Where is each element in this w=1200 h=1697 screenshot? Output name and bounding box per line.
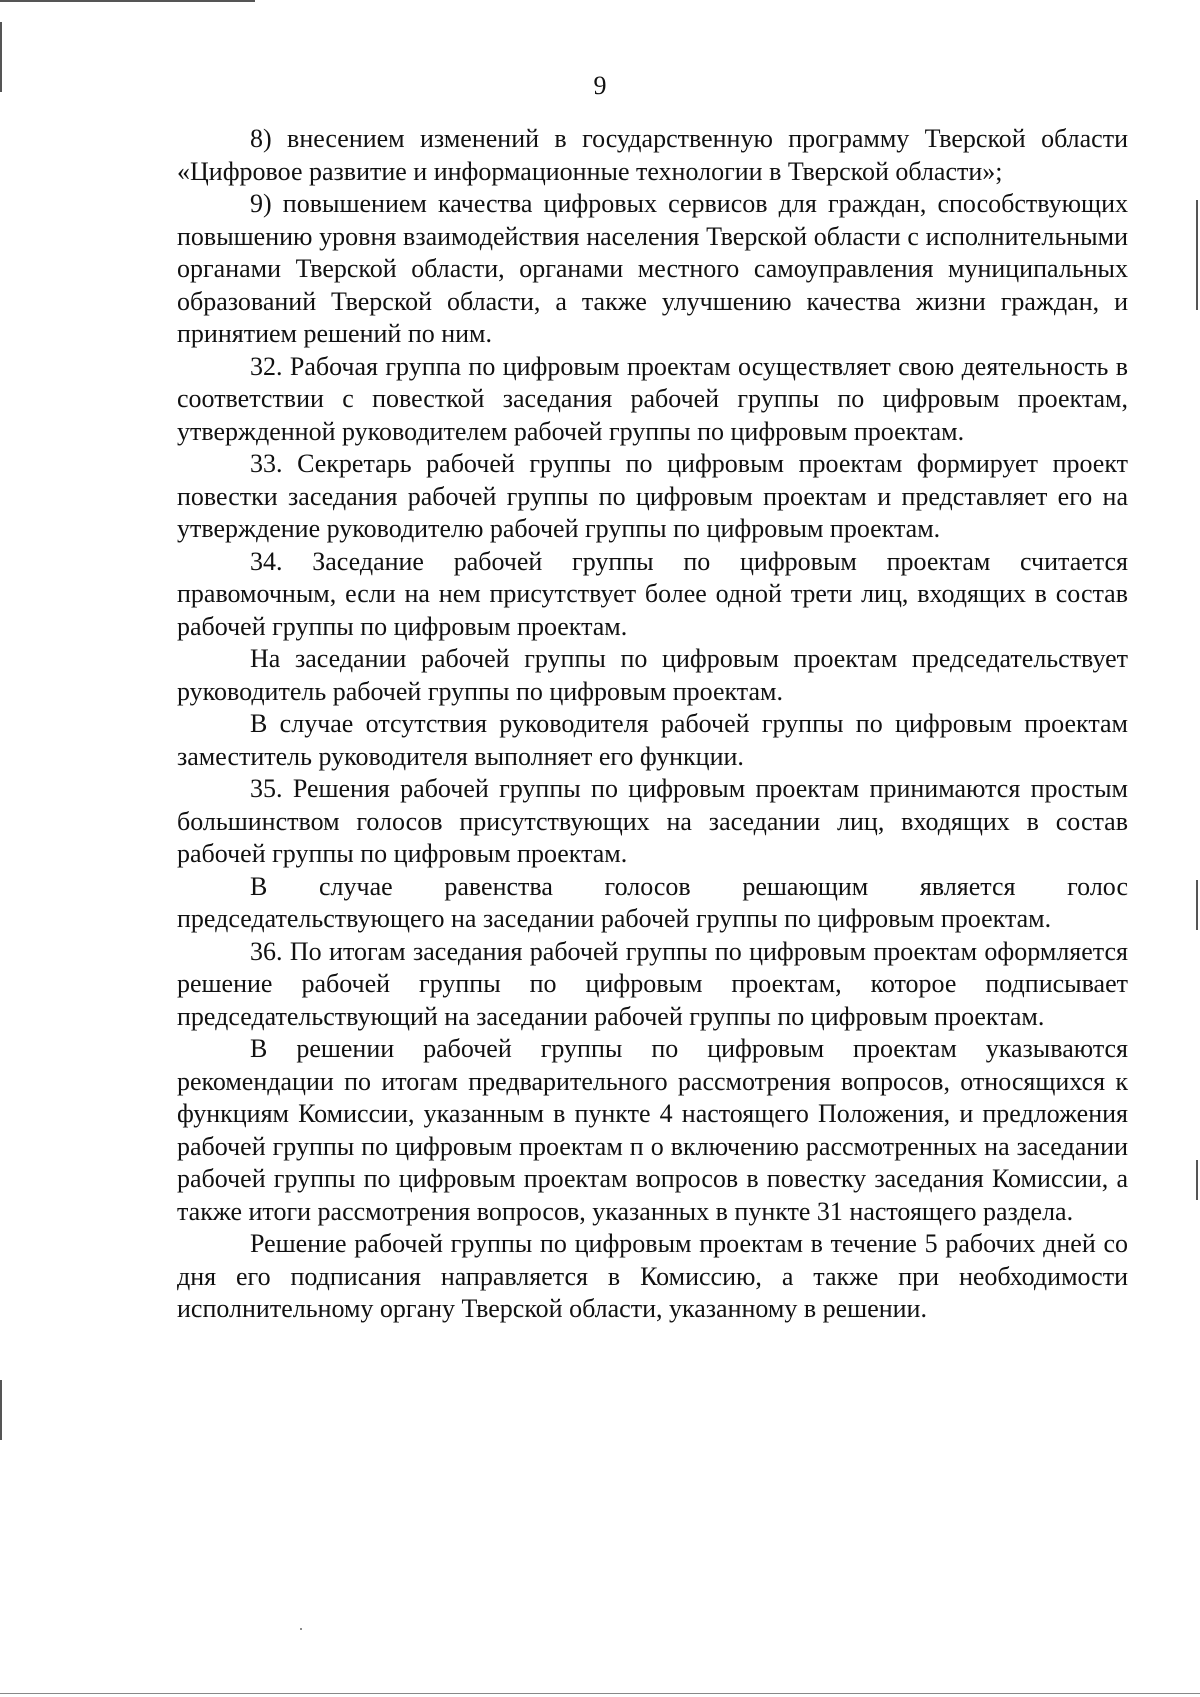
paragraph-clause-36-decision-content: В решении рабочей группы по цифровым проектам указываются рекомендации по итогам предварительного рассмотрения вопросов, относящихся к функциям Комиссии, указанным в пункте 4 настоящего Положения, и предложения рабочей группы по цифровым проектам п о включению рассмотренных на заседании рабочей группы по цифровым проектам вопросов в повестку заседания Комиссии, а также итоги рассмотрения вопросов, указанных в пункте 31 настоящего раздела.: [177, 1034, 1128, 1226]
document-body: [177, 123, 1128, 1326]
paragraph-clause-32: 32. Рабочая группа по цифровым проектам осуществляет свою деятельность в соответствии с повесткой заседания рабочей группы по цифровым проектам, утвержденной руководителем рабочей группы по цифровым проектам.: [177, 351, 1128, 446]
paragraph-clause-35-tie: В случае равенства голосов решающим является голос председательствующего на заседании рабочей группы по цифровым проектам.: [177, 871, 1128, 933]
scan-edge-mark: [1196, 200, 1198, 310]
scan-edge-mark: [1196, 880, 1198, 930]
scan-edge-mark: [0, 1380, 2, 1440]
paragraph-clause-36-decision-delivery: Решение рабочей группы по цифровым проектам в течение 5 рабочих дней со дня его подписания направляется в Комиссию, а также при необходимости исполнительному органу Тверской области, указанному в решении.: [177, 1229, 1128, 1323]
paragraph-clause-34-chairing: На заседании рабочей группы по цифровым проектам председательствует руководитель рабочей группы по цифровым проектам.: [177, 644, 1128, 706]
paragraph-clause-36: 36. По итогам заседания рабочей группы по цифровым проектам оформляется решение рабочей группы по цифровым проектам, которое подписывает председательствующий на заседании рабочей группы по цифровым проектам.: [177, 936, 1128, 1031]
paragraph-clause-33: 33. Секретарь рабочей группы по цифровым проектам формирует проект повестки заседания рабочей группы по цифровым проектам и представляет его на утверждение руководителю рабочей группы по цифровым проектам.: [177, 449, 1128, 543]
page-number-text: 9: [593, 71, 607, 100]
scan-edge-mark: [0, 0, 255, 2]
paragraph-clause-35: 35. Решения рабочей группы по цифровым проектам принимаются простым большинством голосов присутствующих на заседании лиц, входящих в состав рабочей группы по цифровым проектам.: [177, 774, 1128, 868]
scan-speck: [300, 1628, 302, 1630]
paragraph-item-9: 9) повышением качества цифровых сервисов для граждан, способствующих повышению уровня взаимодействия населения Тверской области с исполнительными органами Тверской области, органами местного самоуправления муниципальных образований Тверской области, а также улучшению качества жизни граждан, и принятием решений по ним.: [177, 189, 1128, 348]
scan-edge-mark: [1196, 1160, 1198, 1200]
paragraph-item-8: 8) внесением изменений в государственную программу Тверской области «Цифровое развитие и информационные технологии в Тверской области»;: [177, 124, 1128, 186]
paragraph-clause-34: 34. Заседание рабочей группы по цифровым проектам считается правомочным, если на нем присутствует более одной трети лиц, входящих в состав рабочей группы по цифровым проектам.: [177, 546, 1128, 641]
paragraph-clause-34-absence: В случае отсутствия руководителя рабочей группы по цифровым проектам заместитель руководителя выполняет его функции.: [177, 709, 1128, 771]
scan-edge-mark: [0, 1693, 1200, 1694]
page-number: [0, 68, 1200, 104]
